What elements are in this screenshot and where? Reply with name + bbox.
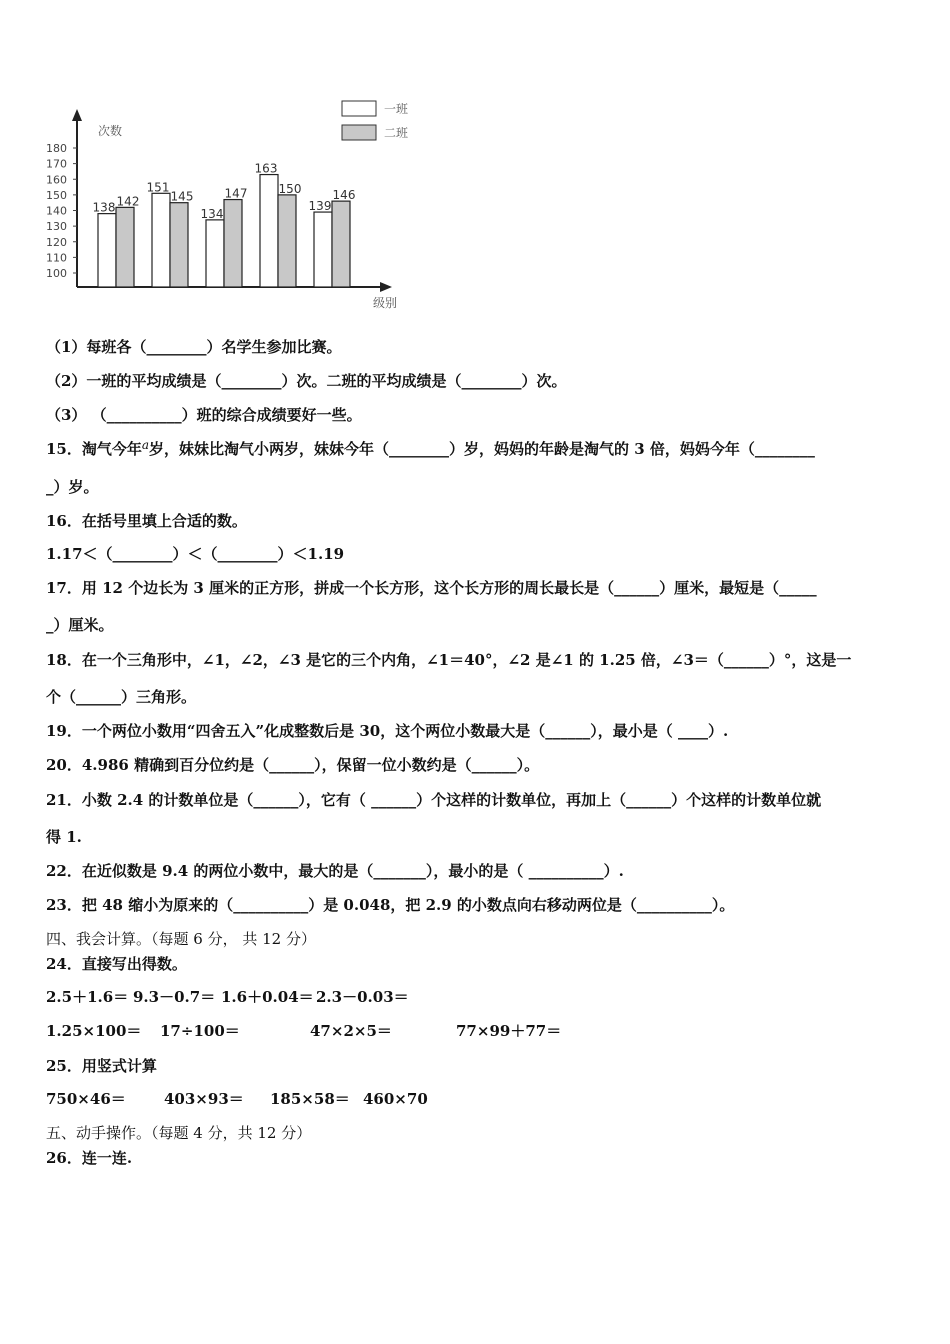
question-15-line1 <box>46 438 815 459</box>
bar-value-label: 151 <box>146 180 170 195</box>
bar-class1 <box>206 220 224 287</box>
legend-label-class2: 二班 <box>384 126 409 140</box>
question-15-prefix: 15．淘气今年 <box>46 440 142 458</box>
bar-value-label: 147 <box>224 186 248 201</box>
y-ticks <box>46 142 77 280</box>
bar-value-label: 163 <box>254 161 278 176</box>
question-26: 26．连一连. <box>46 1149 133 1167</box>
y-tick-label: 100 <box>46 267 67 280</box>
bar-value-label: 150 <box>278 181 302 196</box>
question-16: 16．在括号里填上合适的数。 <box>46 512 247 530</box>
calc-item: 2.3－0.03＝ <box>316 988 409 1006</box>
calc-item: 47×2×5＝ <box>310 1022 392 1040</box>
question-18-line2: 个（______）三角形。 <box>46 688 197 706</box>
question-14-1: （1）每班各（________）名学生参加比赛。 <box>46 338 342 356</box>
calc-item: 2.5＋1.6＝ <box>46 988 129 1006</box>
x-axis-arrow <box>380 282 392 292</box>
bar-class2 <box>116 207 134 287</box>
calc-item: 1.6＋0.04＝ <box>221 988 314 1006</box>
calc-item: 185×58＝ <box>270 1090 350 1108</box>
question-18-line1: 18．在一个三角形中，∠1，∠2，∠3 是它的三个内角，∠1＝40°，∠2 是∠1 的 1.25 倍，∠3＝（______）°，这是一 <box>46 651 852 669</box>
calc-item: 403×93＝ <box>164 1090 244 1108</box>
bar-class1 <box>152 193 170 287</box>
y-tick-label: 170 <box>46 157 67 171</box>
bar-value-label: 146 <box>332 188 356 203</box>
y-tick-label: 130 <box>46 220 67 234</box>
y-tick-label: 140 <box>46 204 67 218</box>
y-axis-label: 次数 <box>98 124 123 138</box>
question-17-line1: 17．用 12 个边长为 3 厘米的正方形，拼成一个长方形，这个长方形的周长最长是（______）厘米，最短是（_____ <box>46 579 817 597</box>
bar-class1 <box>98 214 116 287</box>
y-tick-label: 120 <box>46 235 67 249</box>
question-21-line2: 得 1. <box>46 828 82 846</box>
question-17-line2: _）厘米。 <box>46 616 114 634</box>
question-14-2: （2）一班的平均成绩是（________）次。二班的平均成绩是（________）次。 <box>46 372 567 390</box>
bar-class2 <box>170 203 188 287</box>
legend-swatch-class1 <box>342 101 376 116</box>
question-25: 25．用竖式计算 <box>46 1057 157 1075</box>
bar-value-label: 138 <box>92 200 116 215</box>
x-axis-label: 级别 <box>373 296 398 310</box>
question-20: 20．4.986 精确到百分位约是（______），保留一位小数约是（______）。 <box>46 756 540 774</box>
q24-row-2 <box>46 1020 561 1041</box>
q25-row <box>46 1088 428 1109</box>
question-23: 23．把 48 缩小为原来的（__________）是 0.048，把 2.9 的小数点向右移动两位是（__________）。 <box>46 896 735 914</box>
calc-item: 9.3－0.7＝ <box>133 988 216 1006</box>
calc-item: 460×70 <box>363 1090 428 1108</box>
bar-chart <box>40 95 420 320</box>
question-16-inequality: 1.17＜（________）＜（________）＜1.19 <box>46 545 345 563</box>
y-axis-arrow <box>72 109 82 121</box>
question-22: 22．在近似数是 9.4 的两位小数中，最大的是（_______），最小的是（ __________）. <box>46 862 624 880</box>
section-4-heading: 四、我会计算。（每题 6 分， 共 12 分） <box>46 930 316 948</box>
calc-item: 750×46＝ <box>46 1090 126 1108</box>
question-24: 24．直接写出得数。 <box>46 955 187 973</box>
bar-class2 <box>224 200 242 287</box>
bar-value-label: 142 <box>116 194 140 209</box>
question-19: 19．一个两位小数用“四舍五入”化成整数后是 30，这个两位小数最大是（______），最小是（ ____）. <box>46 722 729 740</box>
legend-swatch-class2 <box>342 125 376 140</box>
bar-class2 <box>332 201 350 287</box>
section-5-heading: 五、动手操作。（每题 4 分，共 12 分） <box>46 1124 312 1142</box>
question-14-3: （3） （__________）班的综合成绩要好一些。 <box>46 406 362 424</box>
bar-value-label: 145 <box>170 189 194 204</box>
legend-label-class1: 一班 <box>384 102 409 116</box>
bar-class1 <box>260 175 278 287</box>
y-tick-label: 160 <box>46 173 67 187</box>
q24-row-1 <box>46 986 409 1007</box>
bar-class1 <box>314 212 332 287</box>
question-15-rest: 岁，妹妹比淘气小两岁，妹妹今年（________）岁，妈妈的年龄是淘气的 3 倍，妈妈今年（________ <box>149 440 815 458</box>
variable-a: a <box>141 438 150 452</box>
calc-item: 1.25×100＝ <box>46 1022 142 1040</box>
bar-value-label: 139 <box>308 199 332 214</box>
bar-class2 <box>278 195 296 287</box>
y-tick-label: 150 <box>46 188 67 202</box>
y-tick-label: 110 <box>46 251 67 265</box>
question-15-line2: _）岁。 <box>46 478 99 496</box>
bar-value-label: 134 <box>200 206 224 221</box>
calc-item: 17÷100＝ <box>160 1022 240 1040</box>
question-21-line1: 21．小数 2.4 的计数单位是（______），它有（ ______）个这样的计数单位，再加上（______）个这样的计数单位就 <box>46 791 822 809</box>
calc-item: 77×99＋77＝ <box>456 1022 562 1040</box>
y-tick-label: 180 <box>46 142 67 155</box>
